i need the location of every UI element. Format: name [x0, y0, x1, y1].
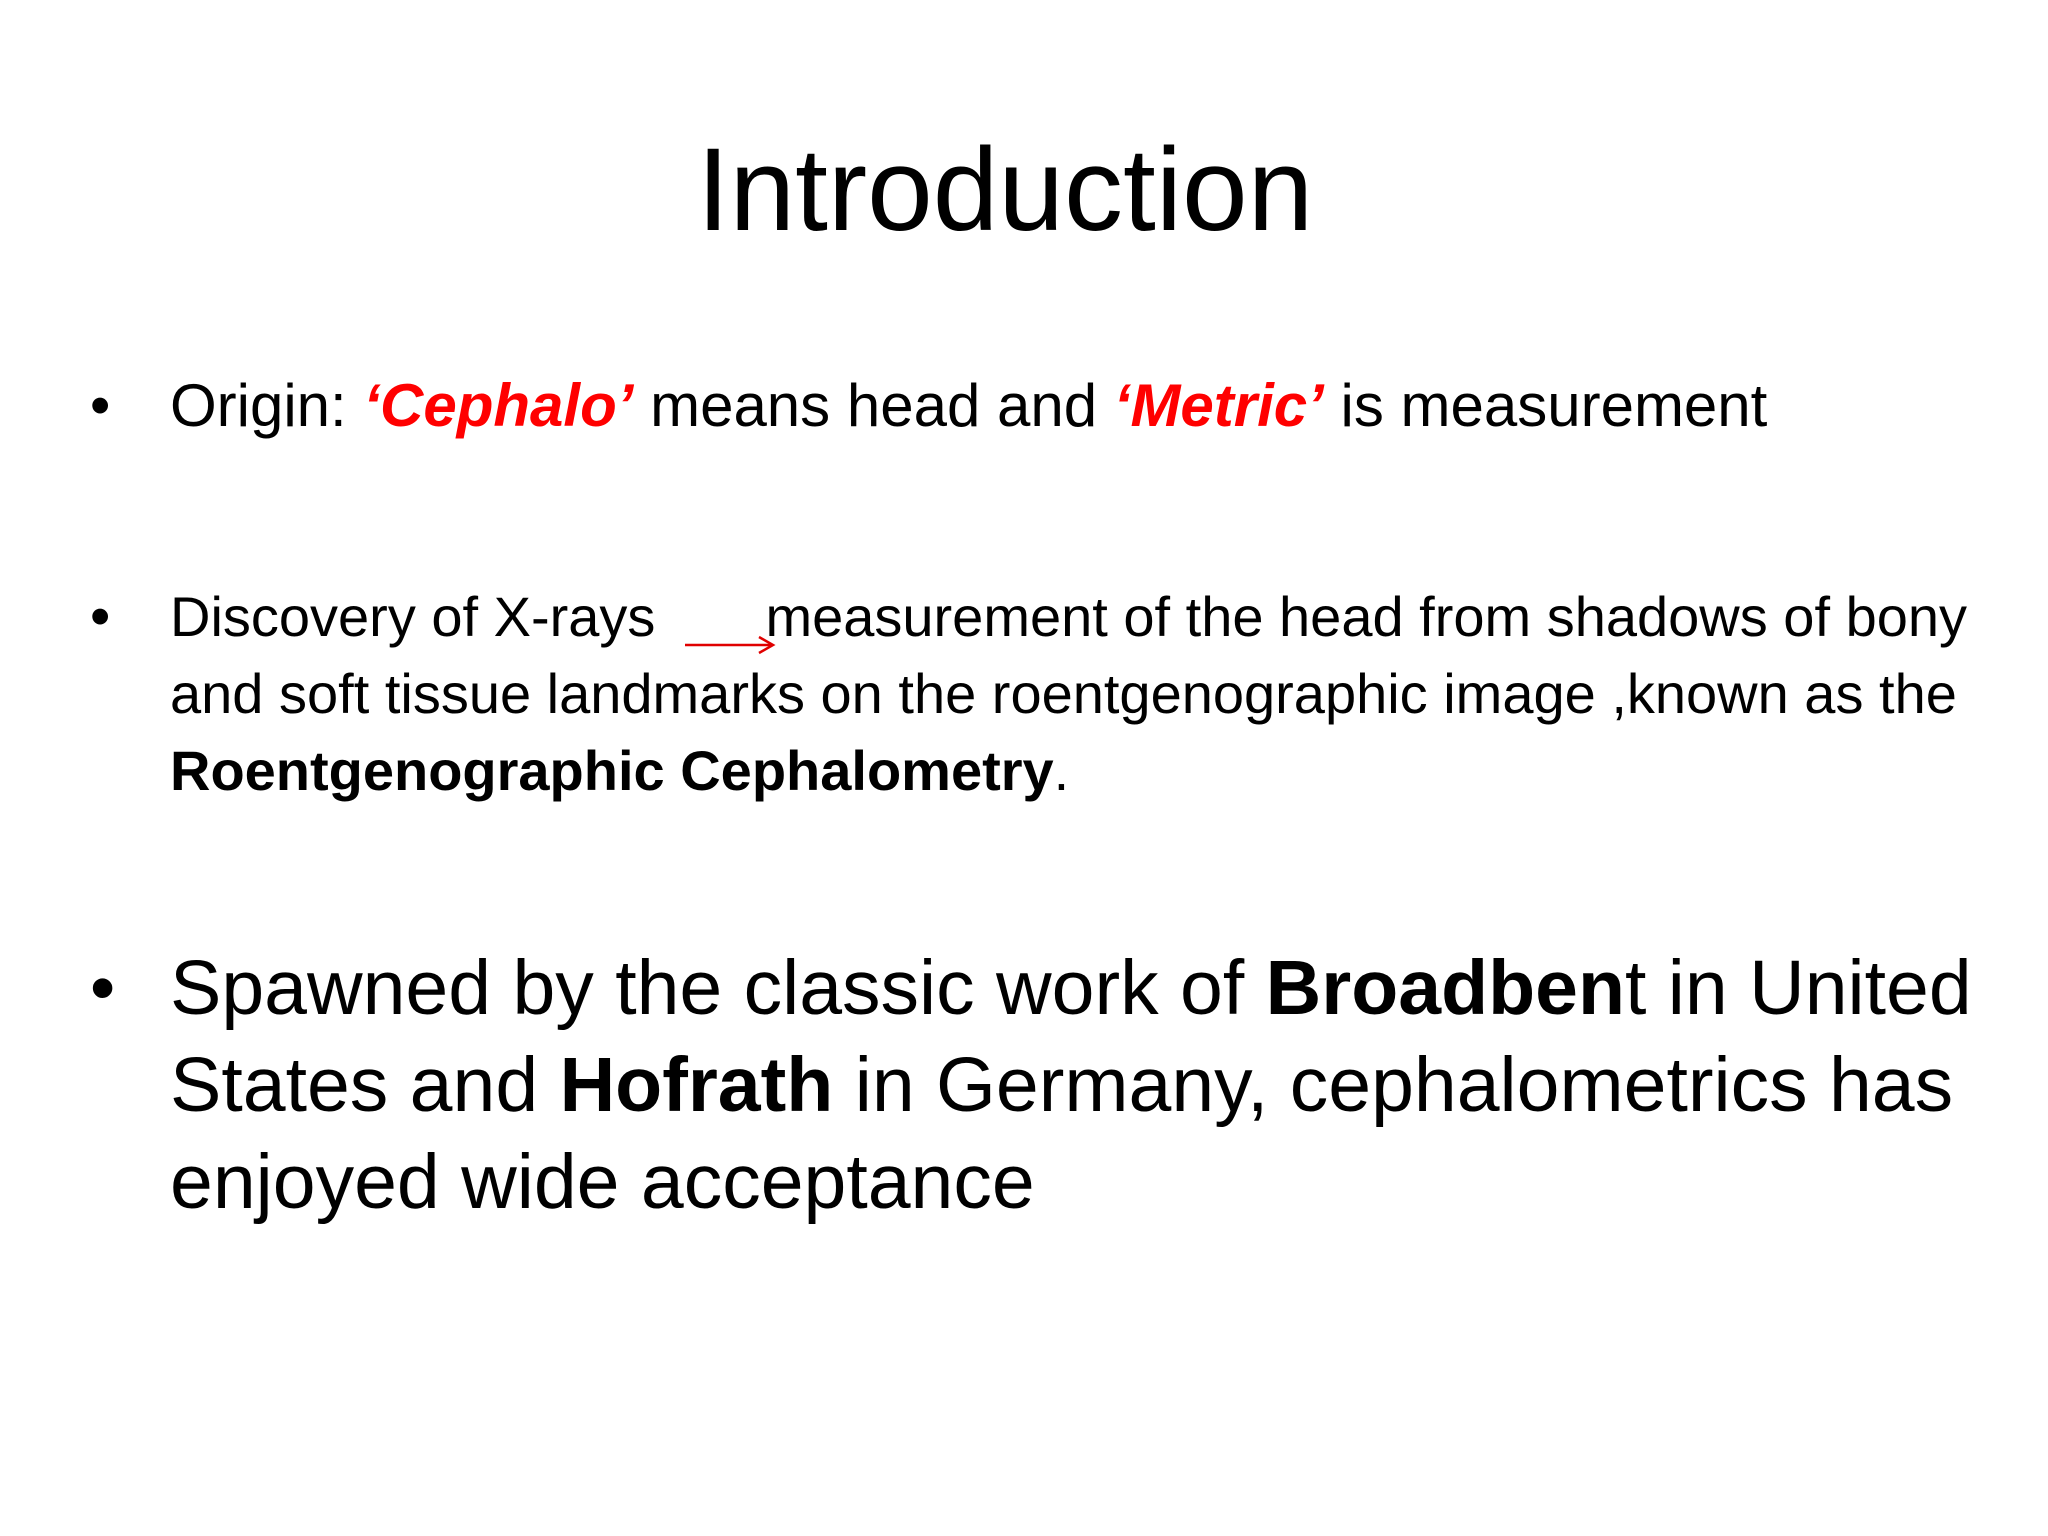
name-hofrath: Hofrath: [559, 1042, 834, 1128]
discovery-end: .: [1053, 739, 1070, 802]
spawned-part1: Spawned by the classic work of: [170, 945, 1266, 1031]
slide-title: Introduction: [696, 124, 1314, 256]
bullet-text: [170, 578, 2030, 809]
origin-middle: means head and: [633, 372, 1114, 439]
term-metric: ‘Metric’: [1113, 372, 1324, 439]
bullet-point: •: [90, 373, 111, 438]
bullet-point: •: [90, 584, 111, 649]
discovery-part2: measurement of the head from shadows of bony and soft tissue landmarks on the roentgenographic image ,known as the: [170, 585, 1968, 725]
bullet-text: [170, 366, 2030, 446]
spawned-part2: t in United States and: [170, 945, 1972, 1128]
term-cephalo: ‘Cephalo’: [363, 372, 634, 439]
origin-suffix: is measurement: [1323, 372, 1768, 439]
discovery-part1: Discovery of X-rays: [170, 585, 656, 648]
bullet-point: •: [90, 948, 116, 1028]
right-arrow-icon: [685, 602, 777, 632]
origin-prefix: Origin:: [170, 372, 364, 439]
bullet-text: [170, 940, 2030, 1231]
term-roentgenographic-cephalometry: Roentgenographic Cephalometry: [170, 739, 1054, 802]
name-broadbent: Broadben: [1265, 945, 1625, 1031]
spawned-part3: in Germany, cephalometrics has enjoyed wide acceptance: [170, 1042, 1954, 1225]
